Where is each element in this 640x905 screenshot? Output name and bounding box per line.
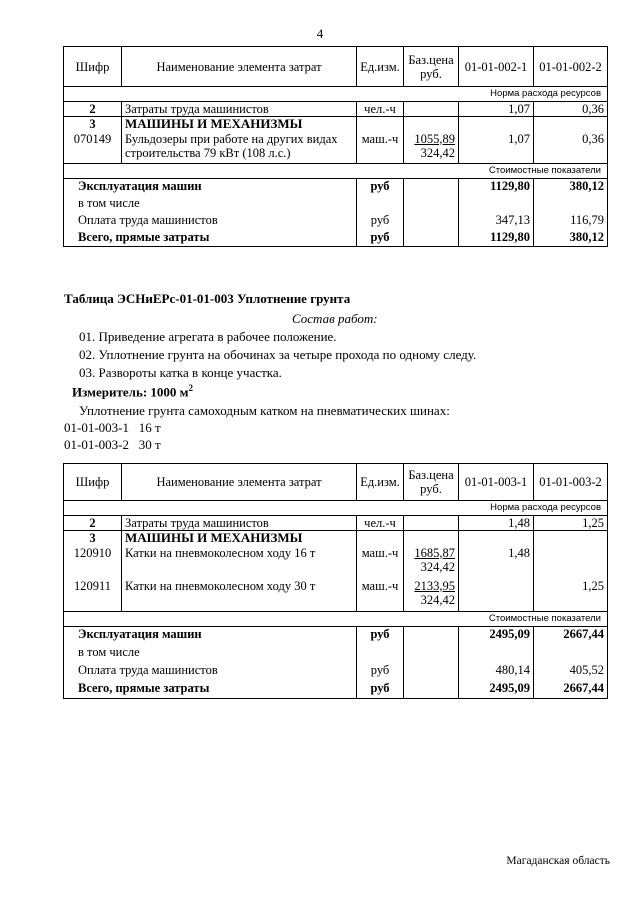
norm-header: Норма расхода ресурсов [64,501,608,516]
table-title: Таблица ЭСНиЕРс-01-01-003 Уплотнение грунта [64,291,351,306]
measure-unit: Измеритель: 1000 $м^2$ [72,383,194,400]
resource-table-2 [63,463,608,699]
resource-table-1 [63,46,608,247]
work-description: Уплотнение грунта самоходным катком на пневматических шинах: [79,403,450,418]
norm-header: Норма расхода ресурсов [64,87,608,102]
table-row: Всего, прямые затраты руб 1129,80 380,12 [64,230,608,247]
table-row: Эксплуатация машин руб 2495,09 2667,44 [64,627,608,645]
step-3: 03. Развороты катка в конце участка. [79,365,282,380]
table-row: 3 МАШИНЫ И МЕХАНИЗМЫ [64,117,608,132]
page-number: 4 [316,26,324,41]
table-row: в том числе [64,196,608,213]
table-row: 2 Затраты труда машинистов чел.-ч 1,48 1,25 [64,516,608,531]
table-row: в том числе [64,645,608,663]
step-2: 02. Уплотнение грунта на обочинах за четыре прохода по одному следу. [79,347,477,362]
header-name: Наименование элемента затрат [122,47,357,87]
cost-header: Стоимостные показатели [64,612,608,627]
variant-2: 01-01-003-2 30 т [64,437,161,452]
header-unit: Ед.изм. [357,47,404,87]
header-code: Шифр [64,47,122,87]
table-row: Всего, прямые затраты руб 2495,09 2667,44 [64,681,608,699]
header-unit: Ед.изм. [357,464,404,501]
header-base-price: Баз.цена руб. [404,47,459,87]
table-row: Эксплуатация машин руб 1129,80 380,12 [64,179,608,196]
composition-title: Состав работ: [292,311,378,326]
step-1: 01. Приведение агрегата в рабочее положение. [79,329,337,344]
header-col2: 01-01-002-2 [534,47,608,87]
table-row: 120910 Катки на пневмоколесном ходу 16 т маш.-ч 1685,87 324,42 1,48 [64,546,608,579]
header-code: Шифр [64,464,122,501]
header-name: Наименование элемента затрат [122,464,357,501]
header-col1: 01-01-002-1 [459,47,534,87]
table-row: Оплата труда машинистов руб 347,13 116,79 [64,213,608,230]
table-row: 2 Затраты труда машинистов чел.-ч 1,07 0,36 [64,102,608,117]
cost-header: Стоимостные показатели [64,164,608,179]
table-row: 070149 Бульдозеры при работе на других видах строительства 79 кВт (108 л.с.) маш.-ч 1055,89 324,42 1,07 0,36 [64,132,608,164]
table-row: 120911 Катки на пневмоколесном ходу 30 т маш.-ч 2133,95 324,42 1,25 [64,579,608,612]
header-base-price: Баз.цена руб. [404,464,459,501]
table-row: Оплата труда машинистов руб 480,14 405,52 [64,663,608,681]
header-col1: 01-01-003-1 [459,464,534,501]
variant-1: 01-01-003-1 16 т [64,420,161,435]
footer-region: Магаданская область [506,855,610,867]
header-col2: 01-01-003-2 [534,464,608,501]
table-row: 3 МАШИНЫ И МЕХАНИЗМЫ [64,531,608,546]
